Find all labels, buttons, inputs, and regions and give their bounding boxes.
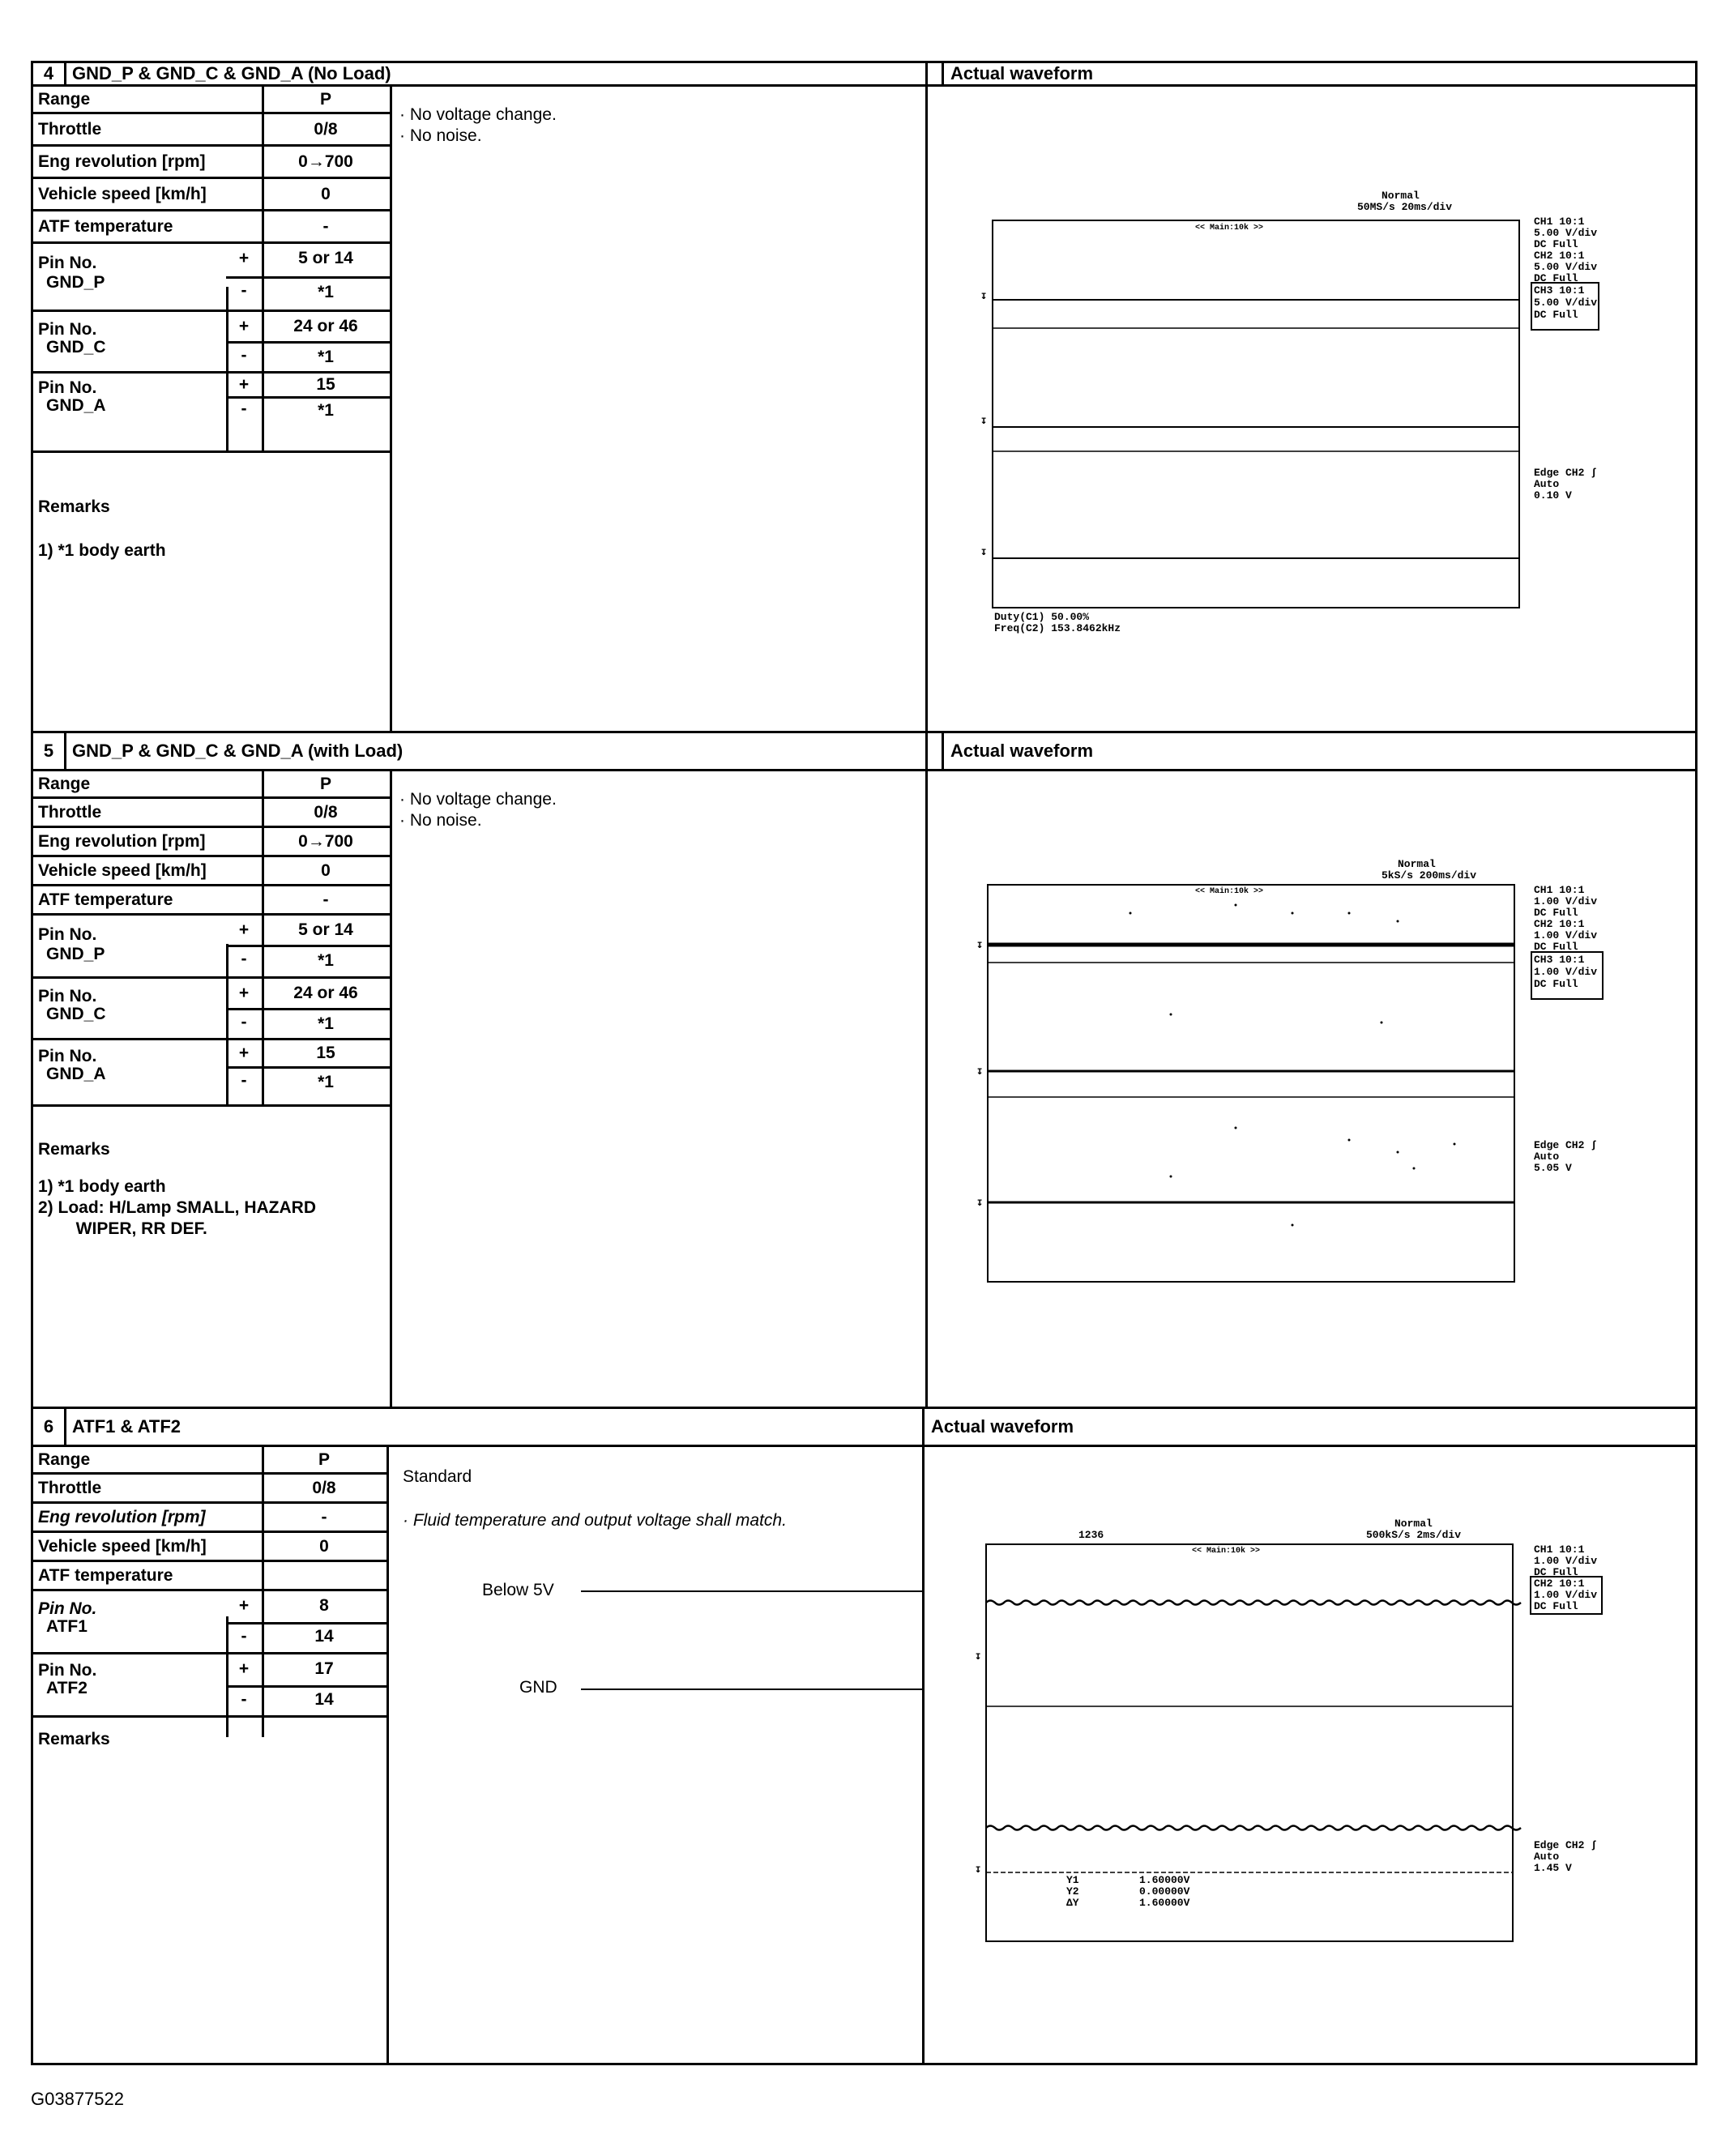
text-label: DC Full [1534, 907, 1578, 919]
text-label: 0/8 [314, 803, 338, 822]
pin-group-gnd-p [33, 916, 390, 979]
text-label: Throttle [38, 120, 102, 139]
text-label: 1.60000V [1139, 1874, 1190, 1886]
text-label: 0.10 V [1534, 489, 1572, 502]
text-label: - [241, 399, 247, 418]
text-label: 0 [319, 1537, 329, 1556]
row-atf-temperature [33, 886, 390, 916]
section-number: 6 [33, 1409, 66, 1445]
text-label: CH2 10:1 [1534, 250, 1585, 262]
text-label: - [321, 1508, 327, 1526]
section-header [33, 63, 1695, 87]
text-label: 0/8 [312, 1479, 336, 1497]
text-label: + [238, 920, 250, 939]
text-label: ATF temperature [38, 890, 173, 909]
section-5-panel [31, 733, 1698, 1409]
pin-group-gnd-c [33, 979, 390, 1040]
text-label: CH2 10:1 [1534, 918, 1585, 930]
svg-text:↧: ↧ [980, 290, 988, 303]
text-label: DC Full [1534, 309, 1578, 321]
scope-waveform-6 [925, 1447, 1694, 2063]
row-eng-revolution [33, 147, 390, 179]
actual-waveform-label: Actual waveform [942, 63, 1695, 84]
section-title: GND_P & GND_C & GND_A (with Load) [72, 741, 404, 761]
text-label: P [319, 775, 331, 793]
text-label: Normal [1398, 858, 1436, 870]
text-label: Vehicle speed [km/h] [38, 861, 207, 880]
svg-text:↧: ↧ [975, 1650, 982, 1663]
svg-text:↧: ↧ [980, 546, 988, 559]
text-label: Eng revolution [rpm] [38, 1508, 206, 1526]
text-label: CH3 10:1 [1534, 284, 1585, 297]
text-label: *1 [318, 283, 334, 301]
text-label: + [238, 375, 250, 394]
row-vehicle-speed [33, 1533, 386, 1562]
text-label: 5.00 V/div [1534, 297, 1598, 309]
row-throttle [33, 1475, 386, 1504]
text-label: - [241, 1627, 247, 1646]
text-label: 1.00 V/div [1534, 1555, 1598, 1567]
remark-line: WIPER, RR DEF. [38, 1219, 207, 1238]
text-label: 14 [314, 1690, 334, 1709]
pin-group-atf1 [33, 1591, 386, 1654]
row-eng-revolution [33, 1504, 386, 1533]
section-header [33, 1409, 1695, 1447]
text-label: P [319, 90, 331, 109]
desc-line: · No voltage change. [399, 790, 557, 809]
text-label: Edge CH2 ʃ [1534, 1839, 1598, 1851]
remarks-title: Remarks [38, 1140, 110, 1159]
text-label: Y2 [1066, 1885, 1079, 1898]
text-label: 24 or 46 [293, 317, 358, 335]
text-label: 0→700 [298, 832, 353, 851]
actual-waveform-label: Actual waveform [942, 733, 1695, 769]
text-label: 1236 [1078, 1529, 1104, 1541]
pin-group-atf2 [33, 1654, 386, 1718]
text-label: + [238, 1044, 250, 1062]
row-range [33, 1447, 386, 1475]
section-header [33, 733, 1695, 771]
standard-label: Standard [403, 1467, 472, 1486]
text-label: 5.00 V/div [1534, 261, 1598, 273]
text-label: + [238, 249, 250, 267]
scope-waveform-5 [928, 771, 1698, 1407]
row-eng-revolution [33, 828, 390, 857]
text-label: - [241, 346, 247, 365]
text-label: Pin No. [38, 1661, 97, 1680]
desc-line: · No noise. [399, 126, 482, 145]
row-vehicle-speed [33, 179, 390, 211]
remarks-title: Remarks [38, 497, 110, 516]
text-label: ΔY [1066, 1897, 1079, 1909]
text-label: 1.00 V/div [1534, 1589, 1598, 1601]
footer-code: G03877522 [31, 2089, 124, 2109]
svg-text:↧: ↧ [976, 1197, 984, 1210]
text-label: Vehicle speed [km/h] [38, 185, 207, 203]
text-label: GND_P [46, 945, 105, 963]
text-label: CH3 10:1 [1534, 954, 1585, 966]
text-label: ATF1 [46, 1617, 88, 1636]
text-label: 500kS/s 2ms/div [1366, 1529, 1462, 1541]
desc-line: · Fluid temperature and output voltage shall match. [403, 1511, 787, 1530]
text-label: 14 [314, 1627, 334, 1646]
text-label: Pin No. [38, 987, 97, 1005]
text-label: 0→700 [298, 152, 353, 171]
text-label: 24 or 46 [293, 984, 358, 1002]
text-label: Eng revolution [rpm] [38, 152, 206, 171]
text-label: 0 [321, 861, 331, 880]
text-label: *1 [318, 348, 334, 366]
below-5v-label: Below 5V [482, 1581, 554, 1599]
text-label: *1 [318, 1073, 334, 1091]
text-label: *1 [318, 951, 334, 970]
text-label: DC Full [1534, 238, 1578, 250]
text-label: 5.05 V [1534, 1162, 1572, 1174]
text-label: CH1 10:1 [1534, 216, 1585, 228]
text-label: Range [38, 90, 91, 109]
text-label: Range [38, 775, 91, 793]
text-label: + [238, 1659, 250, 1678]
text-label: 0/8 [314, 120, 338, 139]
text-label: Duty(C1) 50.00% [994, 611, 1090, 623]
text-label: - [241, 950, 247, 968]
desc-line: · No voltage change. [399, 105, 557, 124]
text-label: ATF2 [46, 1679, 88, 1697]
svg-text:↧: ↧ [975, 1864, 982, 1876]
text-label: CH1 10:1 [1534, 1543, 1585, 1556]
text-label: Range [38, 1450, 91, 1469]
section-4-panel [31, 61, 1698, 733]
row-range [33, 771, 390, 799]
text-label: DC Full [1534, 941, 1578, 953]
text-label: 0 [321, 185, 331, 203]
row-throttle [33, 114, 390, 147]
text-label: Auto [1534, 1851, 1560, 1863]
text-label: Y1 [1066, 1874, 1079, 1886]
pin-group-gnd-c [33, 312, 390, 374]
scope-rate: 50MS/s 20ms/div [1357, 201, 1453, 213]
text-label: - [322, 890, 329, 909]
text-label: 1.45 V [1534, 1862, 1572, 1874]
text-label: CH1 10:1 [1534, 884, 1585, 896]
section-title: GND_P & GND_C & GND_A (No Load) [72, 63, 391, 83]
text-label: Edge CH2 ʃ [1534, 1139, 1598, 1151]
text-label: 5.00 V/div [1534, 227, 1598, 239]
text-label: - [241, 1690, 247, 1709]
section-number: 4 [33, 63, 66, 84]
scope-waveform-4 [928, 87, 1698, 733]
text-label: GND_P [46, 273, 105, 292]
svg-text:↧: ↧ [980, 415, 988, 428]
text-label: 1.00 V/div [1534, 966, 1598, 978]
text-label: 5kS/s 200ms/div [1381, 869, 1477, 882]
svg-text:↧: ↧ [976, 939, 984, 952]
text-label: - [241, 1013, 247, 1031]
text-label: P [318, 1450, 330, 1469]
text-label: Eng revolution [rpm] [38, 832, 206, 851]
text-label: *1 [318, 1014, 334, 1033]
text-label: Pin No. [38, 320, 97, 339]
text-label: Throttle [38, 1479, 102, 1497]
text-label: Auto [1534, 478, 1560, 490]
text-label: GND_C [46, 338, 106, 356]
pin-group-gnd-a [33, 374, 390, 453]
text-label: 1.00 V/div [1534, 895, 1598, 907]
row-atf-temperature [33, 1562, 386, 1591]
desc-line: · No noise. [399, 811, 482, 830]
section-number: 5 [33, 733, 66, 769]
text-label: Pin No. [38, 925, 97, 944]
text-label: - [322, 217, 329, 236]
text-label: 5 or 14 [298, 920, 353, 939]
text-label: DC Full [1534, 1600, 1578, 1612]
text-label: DC Full [1534, 978, 1578, 990]
text-label: ATF temperature [38, 1566, 173, 1585]
row-vehicle-speed [33, 857, 390, 886]
text-label: << Main:10k >> [1195, 887, 1264, 896]
text-label: + [238, 317, 250, 335]
actual-waveform-label: Actual waveform [922, 1409, 1695, 1445]
scope-top-label: << Main:10k >> [1195, 224, 1264, 233]
text-label: Pin No. [38, 254, 97, 272]
text-label: Freq(C2) 153.8462kHz [994, 622, 1121, 634]
row-range [33, 87, 390, 114]
text-label: 8 [319, 1596, 329, 1615]
text-label: 5 or 14 [298, 249, 353, 267]
svg-text:↧: ↧ [976, 1065, 984, 1078]
text-label: CH2 10:1 [1534, 1578, 1585, 1590]
text-label: - [241, 281, 247, 300]
text-label: Auto [1534, 1151, 1560, 1163]
text-label: ATF temperature [38, 217, 173, 236]
text-label: DC Full [1534, 272, 1578, 284]
text-label: 1.00 V/div [1534, 929, 1598, 941]
pin-group-gnd-a [33, 1040, 390, 1107]
pin-group-gnd-p [33, 244, 390, 312]
text-label: 17 [314, 1659, 334, 1678]
row-throttle [33, 799, 390, 828]
section-title: ATF1 & ATF2 [72, 1416, 181, 1437]
section-6-panel [31, 1409, 1698, 2065]
text-label: + [238, 984, 250, 1002]
text-label: - [241, 1071, 247, 1090]
text-label: Edge CH2 ʃ [1534, 467, 1598, 479]
gnd-label: GND [519, 1678, 557, 1697]
text-label: << Main:10k >> [1192, 1547, 1261, 1556]
remark-line: 1) *1 body earth [38, 541, 166, 560]
text-label: DC Full [1534, 1566, 1578, 1578]
row-atf-temperature [33, 211, 390, 244]
text-label: *1 [318, 401, 334, 420]
text-label: GND_A [46, 396, 106, 415]
text-label: GND_C [46, 1005, 106, 1023]
scope-mode: Normal [1381, 190, 1420, 202]
text-label: Normal [1394, 1518, 1433, 1530]
text-label: Pin No. [38, 378, 97, 397]
text-label: 0.00000V [1139, 1885, 1190, 1898]
remark-line: 1) *1 body earth [38, 1177, 166, 1196]
text-label: 15 [316, 1044, 335, 1062]
text-label: Pin No. [38, 1047, 97, 1065]
text-label: 1.60000V [1139, 1897, 1190, 1909]
text-label: + [238, 1596, 250, 1615]
remark-line: 2) Load: H/Lamp SMALL, HAZARD [38, 1198, 316, 1217]
text-label: GND_A [46, 1065, 106, 1083]
remarks-title: Remarks [38, 1730, 110, 1748]
text-label: Vehicle speed [km/h] [38, 1537, 207, 1556]
text-label: 15 [316, 375, 335, 394]
text-label: Pin No. [38, 1599, 97, 1618]
text-label: Throttle [38, 803, 102, 822]
